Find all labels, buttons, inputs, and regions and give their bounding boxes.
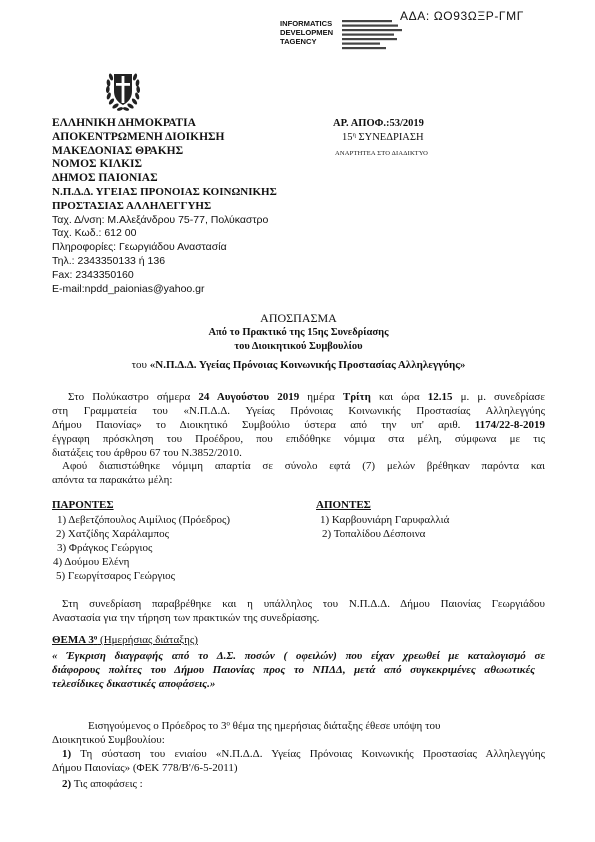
subject-text-line: τελεσίδικες δικαστικές αποφάσεις.» [52, 678, 216, 690]
issuer-line: Ν.Π.Δ.Δ. ΥΓΕΙΑΣ ΠΡΟΝΟΙΑΣ ΚΟΙΝΩΝΙΚΗΣ [52, 185, 277, 198]
decision-number: ΑΡ. ΑΠΟΦ.:53/2019 [333, 118, 424, 129]
ada-code: ΑΔΑ: ΩΟ93ΩΞΡ-ΓΜΓ [400, 9, 524, 23]
subject-number-suffix: ο [93, 634, 98, 642]
proposal-item-text: Τη σύσταση του ενιαίου «Ν.Π.Δ.Δ. Υγείας Πρόνοιας Κοινωνικής Προστασίας Αλληλεγγύης [71, 748, 545, 760]
proposal-text: Εισηγούμενος ο Πρόεδρος το 3 [88, 720, 227, 732]
title-line-3 [52, 358, 545, 372]
issuer-line: ΝΟΜΟΣ ΚΙΛΚΙΣ [52, 158, 143, 171]
proposal-ordinal-suffix: ο [226, 720, 230, 728]
present-member: 4) Δούμου Ελένη [53, 556, 130, 568]
title-line-1: Από το Πρακτικό της 15ης Συνεδρίασης [208, 327, 389, 338]
proposal-item [62, 777, 143, 791]
absent-member: 2) Τοπαλίδου Δέσποινα [322, 528, 426, 540]
session-number-value: 15 [342, 132, 353, 143]
meeting-line-1 [68, 390, 545, 404]
present-member: 5) Γεωργίτσαρος Γεώργιος [56, 570, 176, 582]
subject-text-line: διάφορους πολίτες του Δήμου Παιονίας προς το ΝΠΔΔ, μετά από συγκεκριμένες αθωωτικές [52, 664, 535, 676]
contact-postal-code: Ταχ. Κωδ.: 612 00 [52, 227, 137, 240]
meeting-text: και ώρα [370, 391, 428, 403]
meeting-line-4: έγγραφη πρόσκληση του Προέδρου, που επιδόθηκε νόμιμα στα μέλη, σύμφωνα με τις [52, 433, 545, 445]
subject-text-line: « Έγκριση διαγραφής από το Δ.Σ. ποσών ( οφειλών) που είχαν χρεωθεί με καταλογισμό σε [52, 650, 545, 662]
quorum-line-1: Αφού διαπιστώθηκε νόμιμη απαρτία σε σύνολο εφτά (7) μελών βρέθηκαν παρόντα και [62, 460, 545, 472]
coat-of-arms-icon [103, 67, 143, 113]
meeting-weekday: Τρίτη [342, 391, 371, 403]
posting-note: ΑΝΑΡΤΗΤΕΑ ΣΤΟ ΔΙΑΔΙΚΤΥΟ [335, 150, 429, 157]
present-member: 3) Φράγκος Γεώργιος [57, 542, 153, 554]
title-line-2: του Διοικητικού Συμβουλίου [234, 341, 363, 352]
present-member: 2) Χατζίδης Χαράλαμπος [56, 528, 169, 540]
proposal-item-text: Τις αποφάσεις : [71, 778, 143, 790]
diavgeia-logo-line: INFORMATICS [280, 19, 333, 28]
contact-email: E-mail:npdd_paionias@yahoo.gr [52, 282, 205, 295]
present-member: 1) Δεβετζόπουλος Αιμίλιος (Πρόεδρος) [57, 514, 231, 526]
contact-phone: Τηλ.: 2343350133 ή 136 [52, 254, 166, 267]
session-label: ΣΥΝΕΔΡΙΑΣΗ [355, 132, 424, 143]
meeting-time: 12.15 [427, 391, 453, 403]
diavgeia-logo [280, 19, 333, 46]
diavgeia-logo-fine-print [342, 18, 404, 52]
title-entity-name: «Ν.Π.Δ.Δ. Υγείας Πρόνοιας Κοινωνικής Προστασίας Αλληλεγγύης» [149, 359, 466, 371]
present-heading: ΠΑΡΟΝΤΕΣ [52, 499, 114, 511]
invitation-reference: 1174/22-8-2019 [474, 419, 545, 431]
issuer-line: ΠΡΟΣΤΑΣΙΑΣ ΑΛΛΗΛΕΓΓΥΗΣ [52, 199, 212, 212]
contact-fax: Fax: 2343350160 [52, 268, 134, 281]
absent-heading: ΑΠΟΝΤΕΣ [316, 499, 371, 511]
subject-label [52, 633, 198, 647]
meeting-line-2: στη Γραμματεία του «Ν.Π.Δ.Δ. Υγείας Πρόνοιας Κοινωνικής Προστασίας Αλληλεγγύης [52, 405, 545, 417]
quorum-line-2: απόντα τα παρακάτω μέλη: [52, 474, 173, 486]
proposal-line-1 [88, 719, 440, 733]
issuer-line: ΜΑΚΕΔΟΝΙΑΣ ΘΡΑΚΗΣ [52, 144, 184, 157]
subject-number: ΘΕΜΑ 3 [52, 634, 94, 646]
proposal-text: θέμα της ημερήσιας διάταξης έθεσε υπόψη του [229, 720, 441, 732]
issuer-line: ΑΠΟΚΕΝΤΡΩΜΕΝΗ ΔΙΟΙΚΗΣΗ [52, 130, 225, 143]
proposal-line-2: Διοικητικού Συμβουλίου: [52, 734, 165, 746]
meeting-text: Στο Πολύκαστρο σήμερα [68, 391, 199, 403]
contact-info: Πληροφορίες: Γεωργιάδου Αναστασία [52, 241, 227, 254]
session-number-suffix: η [352, 131, 356, 139]
meeting-line-3 [52, 418, 545, 432]
proposal-item-number: 1) [62, 748, 72, 760]
issuer-line: ΕΛΛΗΝΙΚΗ ΔΗΜΟΚΡΑΤΙΑ [52, 117, 196, 129]
document-title: ΑΠΟΣΠΑΣΜΑ [260, 311, 337, 325]
session-number [342, 131, 424, 145]
meeting-date: 24 Αυγούστου 2019 [198, 391, 300, 403]
issuer-block [52, 117, 277, 296]
title-line-3-prefix: του [131, 359, 150, 371]
meeting-text: Δήμου Παιονίας» το Διοικητικό Συμβούλιο ύστερα από την υπ' αριθ. [52, 419, 475, 431]
absent-member: 1) Καρβουνιάρη Γαρυφαλλιά [320, 514, 450, 526]
contact-address: Ταχ. Δ/νση: Μ.Αλεξάνδρου 75-77, Πολύκαστρο [52, 213, 269, 226]
secretary-line-2: Αναστασία για την τήρηση των πρακτικών της συνεδρίασης. [52, 612, 320, 624]
meeting-text: μ. μ. συνεδρίασε [452, 391, 545, 403]
secretary-line-1: Στη συνεδρίαση παραβρέθηκε και η υπάλληλος του Ν.Π.Δ.Δ. Δήμου Παιονίας Γεωργιάδου [62, 598, 545, 610]
proposal-item-number: 2) [62, 778, 72, 790]
meeting-line-5: διατάξεις του άρθρου 67 του Ν.3852/2010. [52, 447, 242, 459]
diavgeia-logo-line: DEVELOPMEN [280, 28, 334, 37]
proposal-item [62, 747, 545, 761]
subject-note: (Ημερήσιας διάταξης) [97, 634, 198, 646]
proposal-item-continuation: Δήμου Παιονίας» (ΦΕΚ 778/Β'/6-5-2011) [52, 762, 238, 774]
issuer-line: ΔΗΜΟΣ ΠΑΙΟΝΙΑΣ [52, 172, 158, 185]
meeting-text: ημέρα [299, 391, 343, 403]
diavgeia-logo-line: TAGENCY [280, 37, 317, 46]
